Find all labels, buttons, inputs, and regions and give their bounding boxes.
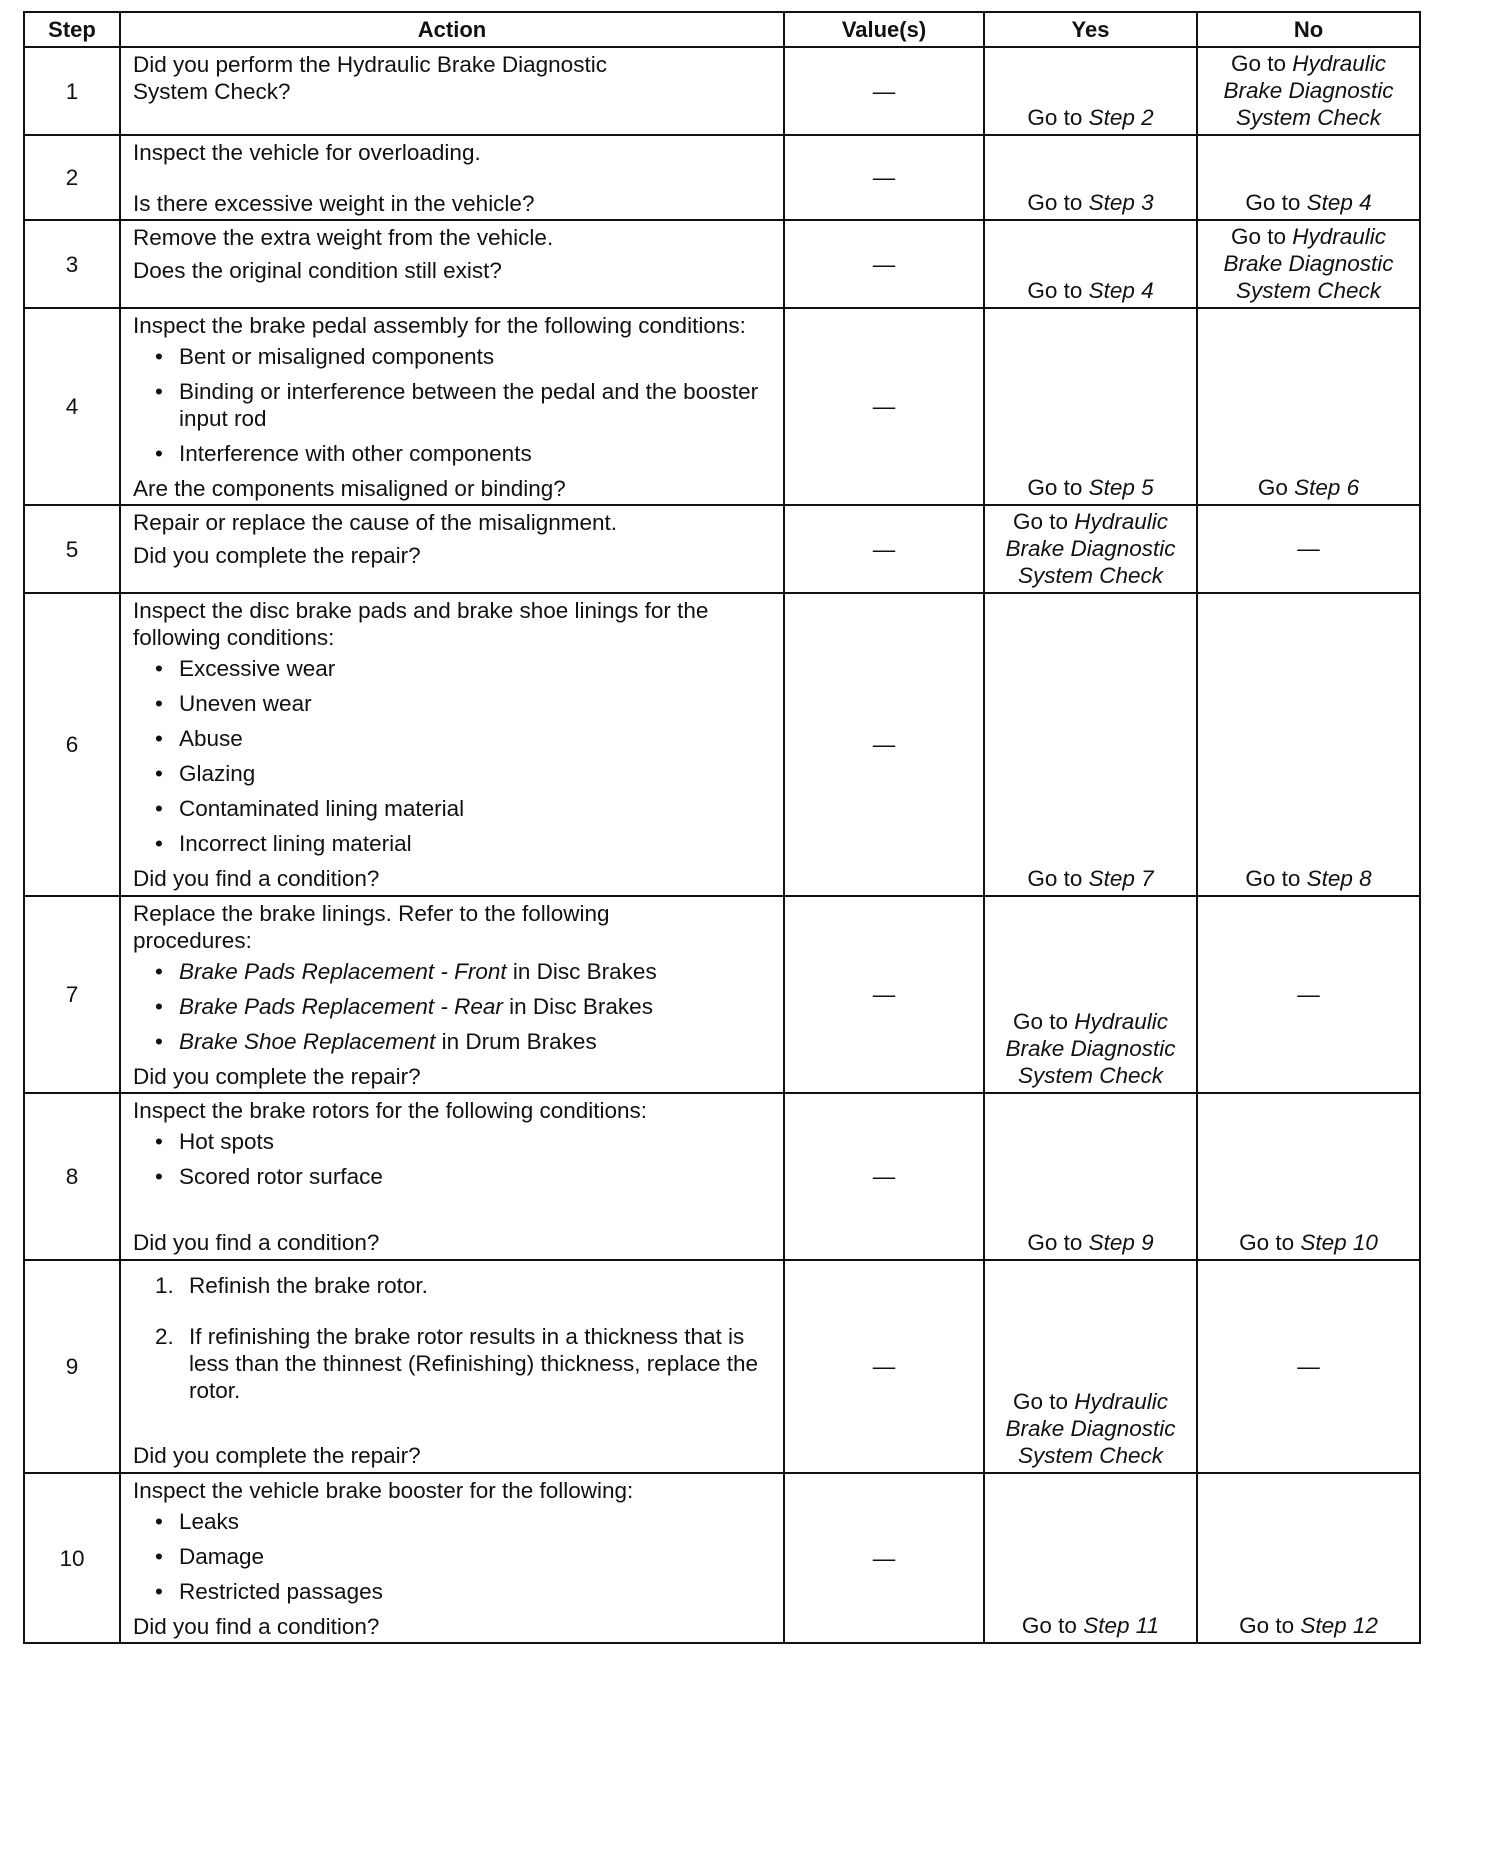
action-cell	[120, 505, 784, 593]
no-link[interactable]: Step 6	[1294, 475, 1360, 500]
action-cell	[120, 1473, 784, 1643]
action-question: Did you find a condition?	[133, 866, 380, 891]
goto-text: Go to	[1245, 190, 1301, 215]
goto-text: Go to	[1239, 1613, 1295, 1638]
step-number: 3	[24, 220, 120, 308]
yes-link[interactable]: Hydraulic	[1074, 1389, 1169, 1414]
list-item	[155, 993, 775, 1020]
table-row	[24, 1093, 1420, 1260]
yes-link[interactable]: System Check	[1017, 563, 1164, 588]
step-number: 6	[24, 593, 120, 896]
procedure-list	[133, 958, 775, 1055]
list-item: • Hot spots	[155, 1128, 775, 1155]
action-question: Did you complete the repair?	[133, 1064, 421, 1089]
header-action: Action	[120, 12, 784, 47]
goto-text: Go to	[1245, 866, 1301, 891]
list-item: • Damage	[155, 1543, 775, 1570]
goto-text: Go to	[1012, 1009, 1068, 1034]
list-item: • Contaminated lining material	[155, 795, 775, 822]
header-step: Step	[24, 12, 120, 47]
action-cell	[120, 593, 784, 896]
yes-cell	[984, 1260, 1197, 1473]
numbered-list	[133, 1272, 775, 1404]
goto-text: Go to	[1021, 1613, 1077, 1638]
yes-link[interactable]: Brake Diagnostic	[1005, 1416, 1176, 1441]
list-number: 2.	[155, 1324, 174, 1349]
value-dash: —	[872, 1545, 896, 1571]
action-text: Remove the extra weight from the vehicle.	[133, 225, 554, 250]
value-cell	[784, 896, 984, 1093]
list-item: • Incorrect lining material	[155, 830, 775, 857]
yes-cell	[984, 1473, 1197, 1643]
action-question: Did you complete the repair?	[133, 543, 421, 568]
procedure-location: in Drum Brakes	[435, 1029, 597, 1054]
step-number: 10	[24, 1473, 120, 1643]
list-text: Refinish the brake rotor.	[189, 1273, 428, 1298]
value-cell	[784, 593, 984, 896]
value-dash: —	[872, 982, 896, 1007]
value-dash: —	[872, 78, 896, 104]
condition-list	[133, 343, 775, 467]
goto-text: Go to	[1027, 105, 1083, 130]
yes-link[interactable]: Step 3	[1088, 190, 1154, 215]
action-text: Repair or replace the cause of the misalignment.	[133, 510, 618, 535]
list-text: If refinishing the brake rotor results in a thickness that is less than the thinnest (Refinishing) thickness, replace the rotor.	[189, 1324, 759, 1403]
yes-link[interactable]: Hydraulic	[1074, 509, 1169, 534]
value-dash: —	[872, 536, 896, 562]
goto-text: Go to	[1012, 1389, 1068, 1414]
step-number: 8	[24, 1093, 120, 1260]
no-cell	[1197, 47, 1420, 135]
yes-link[interactable]: Step 2	[1088, 105, 1154, 130]
value-cell	[784, 1093, 984, 1260]
list-item: • Leaks	[155, 1508, 775, 1535]
goto-text: Go to	[1027, 278, 1083, 303]
list-number: 1.	[155, 1273, 174, 1298]
table-row	[24, 135, 1420, 220]
list-item	[155, 1272, 775, 1299]
action-text: Replace the brake linings. Refer to the following procedures:	[133, 901, 610, 953]
yes-cell	[984, 593, 1197, 896]
no-cell	[1197, 1473, 1420, 1643]
header-values: Value(s)	[784, 12, 984, 47]
list-item	[155, 1028, 775, 1055]
yes-link[interactable]: Hydraulic	[1074, 1009, 1169, 1034]
value-dash: —	[1297, 536, 1320, 561]
value-dash: —	[1297, 981, 1320, 1007]
table-row	[24, 505, 1420, 593]
action-question: Is there excessive weight in the vehicle?	[133, 191, 535, 216]
list-item: • Interference with other components	[155, 440, 775, 467]
action-text: Inspect the vehicle brake booster for the following:	[133, 1478, 634, 1503]
no-link[interactable]: Brake Diagnostic	[1223, 251, 1394, 276]
no-link[interactable]: Step 4	[1306, 190, 1372, 215]
action-cell	[120, 896, 784, 1093]
table-row	[24, 308, 1420, 505]
diagnostic-table	[23, 11, 1421, 1644]
action-cell	[120, 135, 784, 220]
table-row	[24, 1260, 1420, 1473]
yes-cell	[984, 47, 1197, 135]
step-number: 4	[24, 308, 120, 505]
yes-link[interactable]: Brake Diagnostic	[1005, 1036, 1176, 1061]
header-row	[24, 12, 1420, 47]
goto-text: Go to	[1027, 190, 1083, 215]
value-dash: —	[872, 1164, 896, 1189]
yes-link[interactable]: Brake Diagnostic	[1005, 536, 1176, 561]
action-cell	[120, 1093, 784, 1260]
list-item: • Excessive wear	[155, 655, 775, 682]
step-number: 2	[24, 135, 120, 220]
list-item: • Binding or interference between the pedal and the booster input rod	[155, 378, 775, 432]
yes-cell	[984, 896, 1197, 1093]
step-number: 5	[24, 505, 120, 593]
list-item: • Uneven wear	[155, 690, 775, 717]
action-question: Did you find a condition?	[133, 1614, 380, 1639]
yes-link[interactable]: Step 4	[1088, 278, 1154, 303]
table-row	[24, 896, 1420, 1093]
condition-list	[133, 1508, 775, 1605]
no-cell	[1197, 1260, 1420, 1473]
action-cell	[120, 308, 784, 505]
condition-list	[133, 1128, 775, 1190]
value-cell	[784, 308, 984, 505]
yes-link[interactable]: System Check	[1017, 1063, 1164, 1088]
yes-cell	[984, 1093, 1197, 1260]
procedure-link[interactable]: Brake Shoe Replacement	[179, 1029, 436, 1054]
table-row	[24, 220, 1420, 308]
procedure-location: in Disc Brakes	[506, 959, 657, 984]
no-cell	[1197, 220, 1420, 308]
goto-text: Go to	[1012, 509, 1068, 534]
step-number: 1	[24, 47, 120, 135]
no-cell	[1197, 896, 1420, 1093]
no-cell	[1197, 308, 1420, 505]
list-item: • Bent or misaligned components	[155, 343, 775, 370]
list-item	[155, 958, 775, 985]
no-link[interactable]: System Check	[1235, 278, 1382, 303]
value-cell	[784, 1260, 984, 1473]
list-item: • Abuse	[155, 725, 775, 752]
yes-cell	[984, 505, 1197, 593]
value-dash: —	[872, 732, 896, 757]
list-item: • Scored rotor surface	[155, 1163, 775, 1190]
condition-list	[133, 655, 775, 857]
no-cell	[1197, 505, 1420, 593]
goto-text: Go to	[1230, 224, 1286, 249]
no-link[interactable]: Hydraulic	[1292, 51, 1387, 76]
value-dash: —	[1297, 1353, 1320, 1379]
table-row	[24, 1473, 1420, 1643]
yes-link[interactable]: Step 7	[1088, 866, 1154, 891]
value-cell	[784, 135, 984, 220]
value-cell	[784, 47, 984, 135]
value-cell	[784, 505, 984, 593]
value-dash: —	[872, 165, 896, 190]
yes-link[interactable]: Step 9	[1088, 1230, 1154, 1255]
procedure-link[interactable]: Brake Pads Replacement - Front	[179, 959, 507, 984]
no-link[interactable]: Hydraulic	[1292, 224, 1387, 249]
value-cell	[784, 1473, 984, 1643]
action-text: Inspect the brake rotors for the following conditions:	[133, 1098, 648, 1123]
goto-text: Go to	[1027, 475, 1083, 500]
action-question: Does the original condition still exist?	[133, 258, 502, 283]
no-link[interactable]: Brake Diagnostic	[1223, 78, 1394, 103]
goto-text: Go to	[1230, 51, 1286, 76]
no-link[interactable]: Step 8	[1306, 866, 1372, 891]
no-link[interactable]: System Check	[1235, 105, 1382, 130]
step-number: 7	[24, 896, 120, 1093]
header-no: No	[1197, 12, 1420, 47]
value-dash: —	[872, 1354, 896, 1379]
table-row	[24, 47, 1420, 135]
action-question: Did you complete the repair?	[133, 1443, 421, 1468]
step-number: 9	[24, 1260, 120, 1473]
no-link[interactable]: Step 12	[1300, 1613, 1378, 1638]
procedure-link[interactable]: Brake Pads Replacement - Rear	[179, 994, 503, 1019]
no-cell	[1197, 593, 1420, 896]
list-item: • Glazing	[155, 760, 775, 787]
action-text: Inspect the brake pedal assembly for the following conditions:	[133, 313, 746, 338]
action-cell	[120, 220, 784, 308]
action-question: Are the components misaligned or binding?	[133, 476, 566, 501]
header-yes: Yes	[984, 12, 1197, 47]
no-cell	[1197, 1093, 1420, 1260]
value-dash: —	[872, 251, 896, 277]
list-item: • Restricted passages	[155, 1578, 775, 1605]
value-dash: —	[872, 394, 896, 419]
table-row	[24, 593, 1420, 896]
yes-link[interactable]: System Check	[1017, 1443, 1164, 1468]
action-text: Did you perform the Hydraulic Brake Diagnostic System Check?	[133, 52, 607, 104]
yes-link[interactable]: Step 11	[1083, 1613, 1160, 1638]
yes-cell	[984, 135, 1197, 220]
action-text: Inspect the vehicle for overloading.	[133, 140, 481, 165]
action-question: Did you find a condition?	[133, 1230, 380, 1255]
no-link[interactable]: Step 10	[1300, 1230, 1378, 1255]
yes-link[interactable]: Step 5	[1088, 475, 1154, 500]
list-item	[155, 1323, 775, 1404]
procedure-location: in Disc Brakes	[502, 994, 653, 1019]
yes-cell	[984, 220, 1197, 308]
goto-text: Go to	[1027, 1230, 1083, 1255]
goto-text: Go to	[1027, 866, 1083, 891]
yes-cell	[984, 308, 1197, 505]
goto-text: Go	[1257, 475, 1288, 500]
no-cell	[1197, 135, 1420, 220]
action-cell	[120, 1260, 784, 1473]
value-cell	[784, 220, 984, 308]
goto-text: Go to	[1239, 1230, 1295, 1255]
action-cell	[120, 47, 784, 135]
action-text: Inspect the disc brake pads and brake shoe linings for the following conditions:	[133, 598, 709, 650]
